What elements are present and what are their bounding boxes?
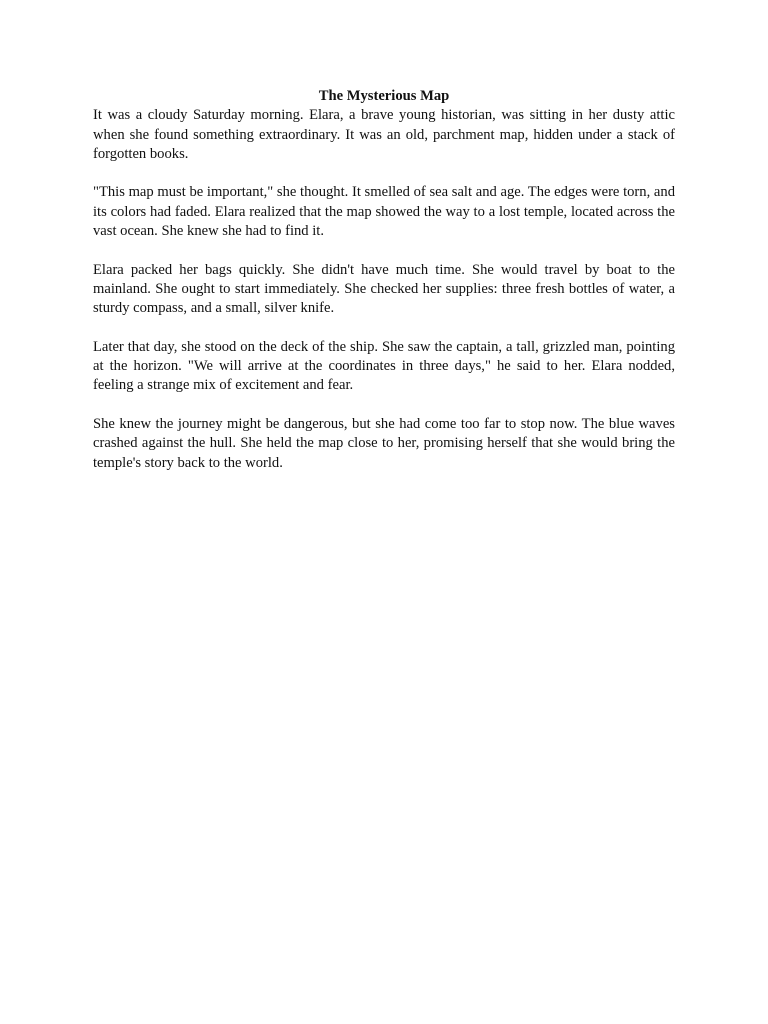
document-title: The Mysterious Map (318, 88, 450, 104)
paragraph: It was a cloudy Saturday morning. Elara, a brave young historian, was sitting in her dusty attic when she found something extraordinary. It was an old, parchment map, hidden under a stack of forgotten books. (93, 107, 675, 162)
paragraph: "This map must be important," she thought. It smelled of sea salt and age. The edges were torn, and its colors had faded. Elara realized that the map showed the way to a lost temple, located across the vast ocean. She knew she had to find it. (93, 184, 675, 240)
paragraph: She knew the journey might be dangerous, but she had come too far to stop now. The blue waves crashed against the hull. She held the map close to her, promising herself that she would bring the temple's story back to the world. (93, 416, 675, 471)
paragraph: Elara packed her bags quickly. She didn't have much time. She would travel by boat to the mainland. She ought to start immediately. She checked her supplies: three fresh bottles of water, a sturdy compass, and a small, silver knife. (93, 261, 675, 317)
paragraph: Later that day, she stood on the deck of the ship. She saw the captain, a tall, grizzled man, pointing at the horizon. "We will arrive at the coordinates in three days," he said to her. Elara nodded, feeling a strange mix of excitement and fear. (93, 338, 675, 394)
document-body (93, 87, 675, 473)
